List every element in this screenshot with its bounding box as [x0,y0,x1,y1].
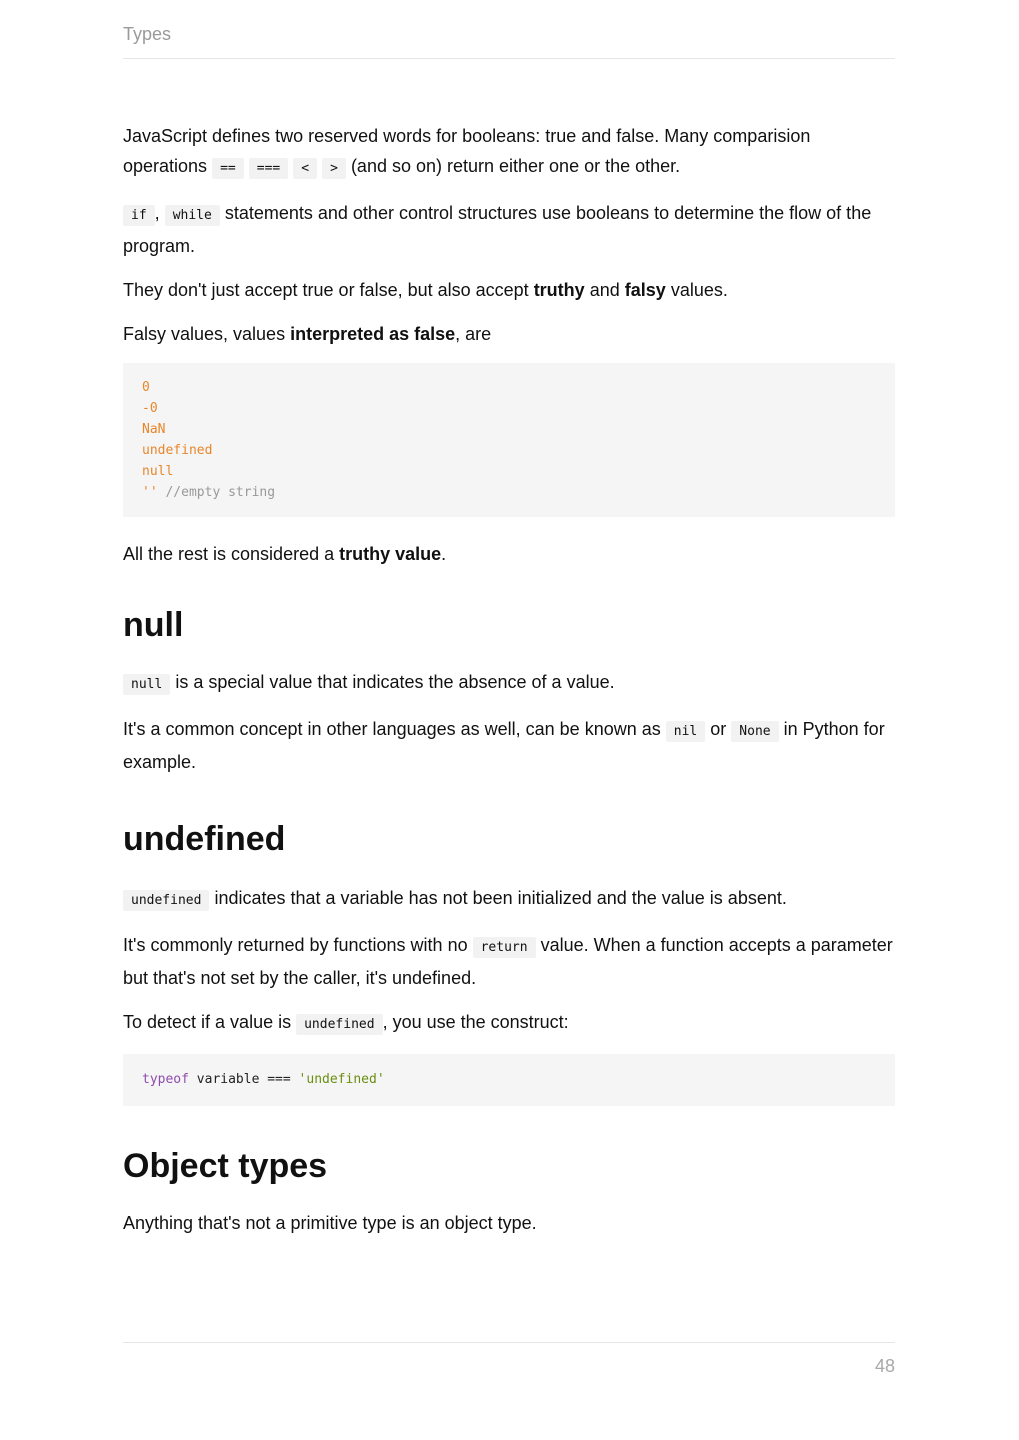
text: , are [455,324,492,344]
undefined-heading: undefined [123,820,286,858]
truthy-falsy-paragraph [123,275,895,305]
text: in Python for example. [123,719,885,772]
text: It's a common concept in other languages as well, can be known as [123,719,661,739]
booleans-paragraph [123,121,895,184]
text: and [589,280,620,300]
object-types-heading: Object types [123,1147,328,1185]
operator-code: == [212,158,244,179]
text: , you use the construct: [382,1012,569,1032]
page-header [123,0,895,59]
control-structures-paragraph [123,198,895,261]
while-code: while [165,205,220,226]
null-definition-paragraph [123,667,895,700]
null-code: null [123,674,170,695]
return-code: return [473,937,536,958]
undefined-code: undefined [296,1014,382,1035]
page-content [123,121,895,1252]
code-text: variable === [188,1072,299,1087]
text: It's commonly returned by functions with no [123,935,468,955]
text: is a special value that indicates the absence of a value. [175,672,615,692]
none-code: None [731,721,778,742]
text: JavaScript defines two reserved words for booleans: true and false. Many comparision operations [123,126,811,176]
text: , [154,203,160,223]
text: statements and other control structures use booleans to determine the flow of the program. [123,203,872,256]
null-heading: null [123,606,184,644]
text: . [441,544,447,564]
operator-code: === [249,158,288,179]
nil-code: nil [666,721,705,742]
text: or [710,719,727,739]
falsy-values-code-block [123,363,895,517]
undefined-code: undefined [123,890,209,911]
object-types-paragraph: Anything that's not a primitive type is an object type. [123,1213,537,1233]
code-line: -0 [142,401,158,416]
bold-truthy-value: truthy value [339,544,442,564]
operator-code: > [322,158,346,179]
undefined-detect-paragraph [123,1007,895,1040]
page-number: 48 [874,1356,895,1376]
undefined-definition-paragraph [123,883,895,916]
text: To detect if a value is [123,1012,292,1032]
falsy-intro-paragraph [123,319,895,349]
code-string: 'undefined' [298,1072,385,1087]
text: They don't just accept true or false, but also accept [123,280,529,300]
if-code: if [123,205,155,226]
text: values. [670,280,728,300]
code-line: 0 [142,380,150,395]
text: (and so on) return either one or the other. [350,156,681,176]
operator-code: < [293,158,317,179]
text: All the rest is considered a [123,544,335,564]
code-keyword: typeof [142,1072,189,1087]
code-line: NaN [142,422,166,437]
footer-divider [123,1342,895,1343]
running-header-title: Types [123,24,172,44]
null-other-languages-paragraph [123,714,895,777]
text: value. When a function accepts a parameter but that's not set by the caller, it's undefined. [123,935,893,988]
truthy-rest-paragraph [123,539,895,569]
text: indicates that a variable has not been initialized and the value is absent. [214,888,787,908]
text: Falsy values, values [123,324,286,344]
code-line: undefined [142,443,213,458]
undefined-return-paragraph [123,930,895,993]
bold-truthy: truthy [533,280,585,300]
code-comment: //empty string [165,485,276,500]
bold-falsy: falsy [624,280,666,300]
bold-interpreted-false: interpreted as false [290,324,456,344]
code-line [142,482,876,503]
code-line: null [142,464,174,479]
empty-string-literal: '' [142,485,158,500]
typeof-code-block [123,1054,895,1106]
